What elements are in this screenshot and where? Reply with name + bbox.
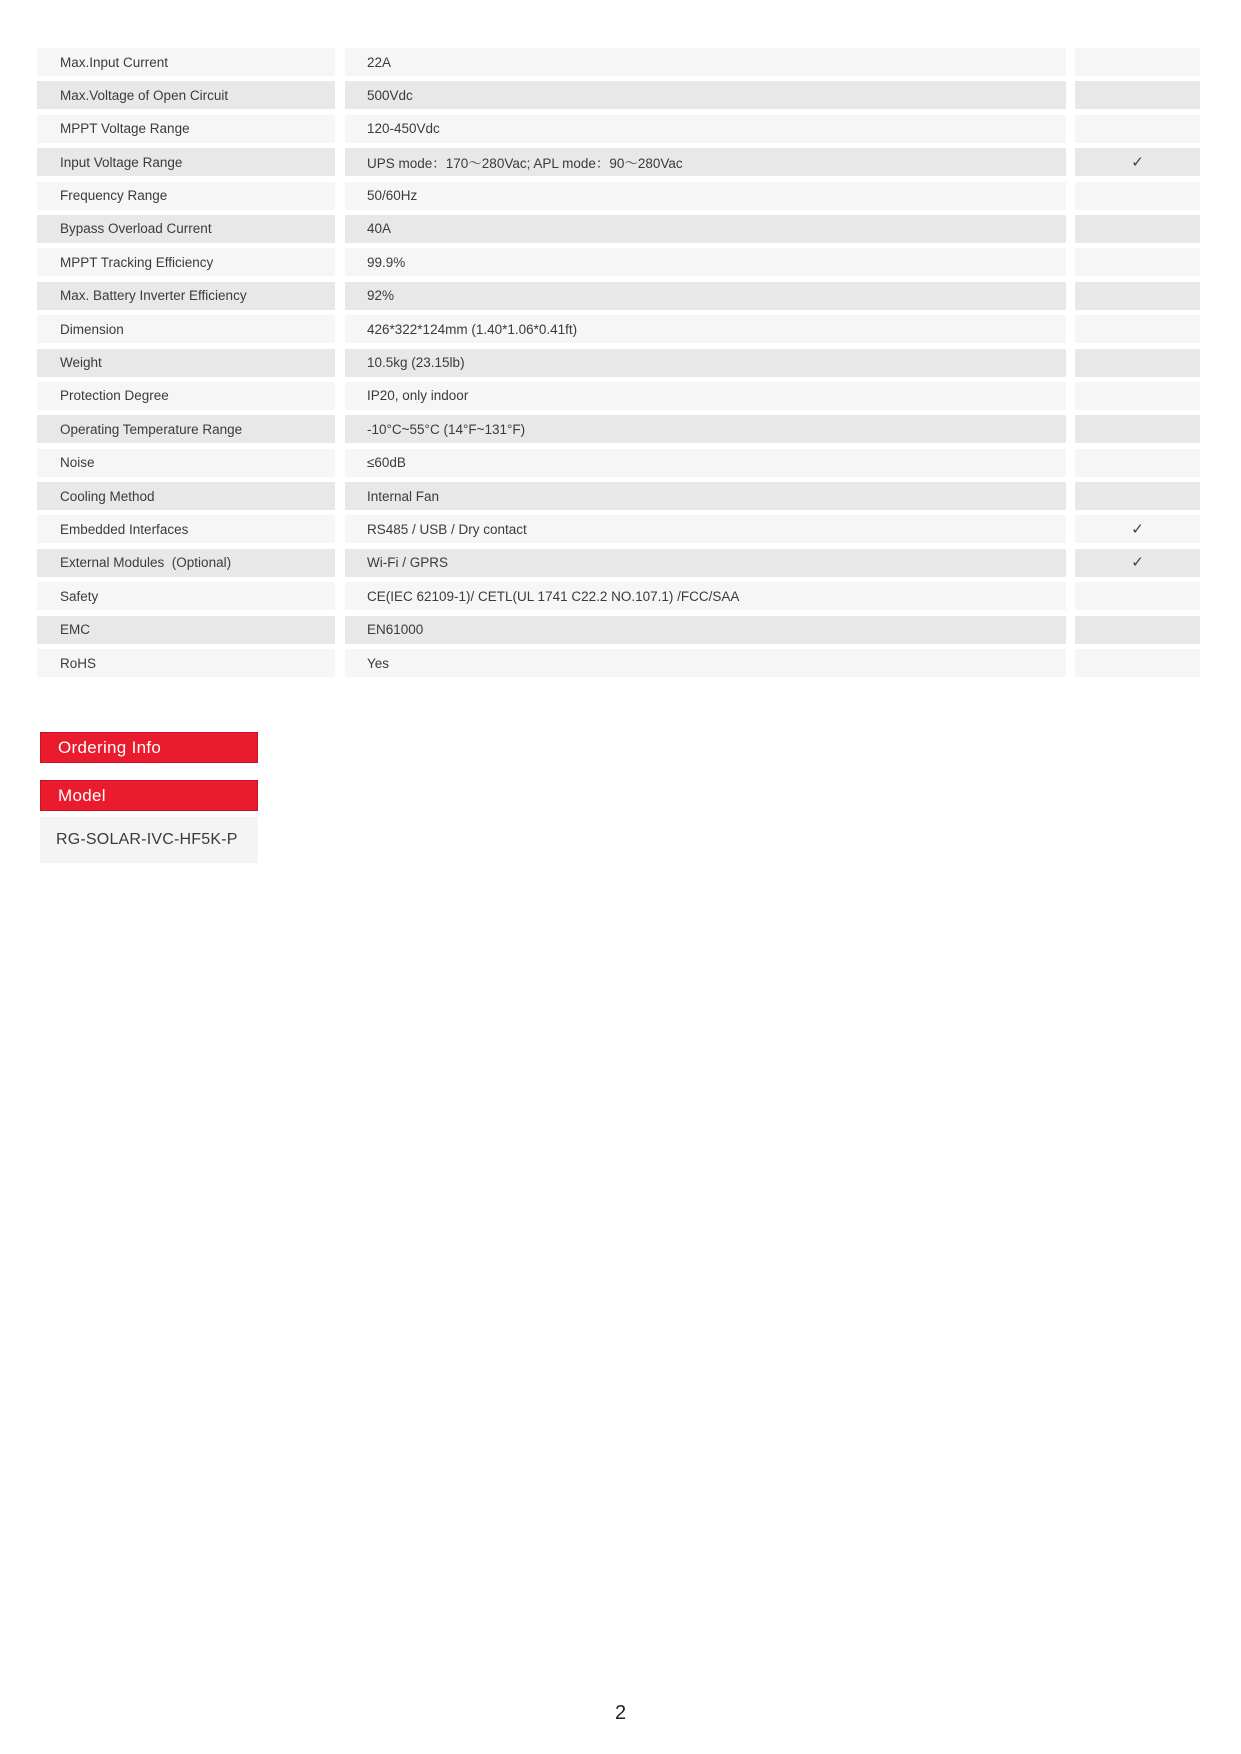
spec-value: Internal Fan <box>345 482 1066 510</box>
spec-check-cell <box>1075 349 1200 377</box>
spec-table <box>37 48 1200 682</box>
spec-value: 40A <box>345 215 1066 243</box>
spec-check-cell <box>1075 649 1200 677</box>
table-row <box>37 549 1200 577</box>
table-row <box>37 182 1200 210</box>
model-column-header: Model <box>40 780 258 811</box>
ordering-info-section-header: Ordering Info <box>40 732 258 763</box>
check-icon: ✓ <box>1131 152 1144 171</box>
spec-label: Dimension <box>37 315 335 343</box>
spec-check-cell <box>1075 282 1200 310</box>
spec-label: Input Voltage Range <box>37 148 335 176</box>
spec-check-cell <box>1075 148 1200 176</box>
table-row <box>37 81 1200 109</box>
spec-label: Operating Temperature Range <box>37 415 335 443</box>
spec-value: ≤60dB <box>345 449 1066 477</box>
table-row <box>37 215 1200 243</box>
table-row <box>37 148 1200 176</box>
page-number: 2 <box>614 1702 627 1724</box>
spec-value: 10.5kg (23.15lb) <box>345 349 1066 377</box>
spec-value: 120-450Vdc <box>345 115 1066 143</box>
spec-value: 22A <box>345 48 1066 76</box>
table-row <box>37 449 1200 477</box>
check-icon: ✓ <box>1131 519 1144 538</box>
spec-value: -10°C~55°C (14°F~131°F) <box>345 415 1066 443</box>
spec-label: Cooling Method <box>37 482 335 510</box>
spec-value: 426*322*124mm (1.40*1.06*0.41ft) <box>345 315 1066 343</box>
spec-check-cell <box>1075 616 1200 644</box>
spec-check-cell <box>1075 449 1200 477</box>
table-row <box>37 649 1200 677</box>
spec-check-cell <box>1075 48 1200 76</box>
table-row <box>37 582 1200 610</box>
spec-check-cell <box>1075 182 1200 210</box>
model-name: RG-SOLAR-IVC-HF5K-P <box>40 817 258 863</box>
spec-value: EN61000 <box>345 616 1066 644</box>
spec-check-cell <box>1075 415 1200 443</box>
spec-label: MPPT Tracking Efficiency <box>37 248 335 276</box>
spec-label: EMC <box>37 616 335 644</box>
table-row <box>37 282 1200 310</box>
spec-value: 500Vdc <box>345 81 1066 109</box>
spec-label: Noise <box>37 449 335 477</box>
spec-check-cell <box>1075 382 1200 410</box>
table-row <box>37 616 1200 644</box>
spec-label: Embedded Interfaces <box>37 515 335 543</box>
spec-value: RS485 / USB / Dry contact <box>345 515 1066 543</box>
spec-label: Max. Battery Inverter Efficiency <box>37 282 335 310</box>
spec-value: Wi-Fi / GPRS <box>345 549 1066 577</box>
spec-check-cell <box>1075 81 1200 109</box>
spec-check-cell <box>1075 248 1200 276</box>
spec-check-cell <box>1075 515 1200 543</box>
table-row <box>37 48 1200 76</box>
spec-check-cell <box>1075 115 1200 143</box>
table-row <box>37 315 1200 343</box>
spec-value: Yes <box>345 649 1066 677</box>
spec-value: 50/60Hz <box>345 182 1066 210</box>
spec-value: CE(IEC 62109-1)/ CETL(UL 1741 C22.2 NO.107.1) /FCC/SAA <box>345 582 1066 610</box>
spec-label: RoHS <box>37 649 335 677</box>
spec-check-cell <box>1075 549 1200 577</box>
spec-label: Max.Voltage of Open Circuit <box>37 81 335 109</box>
table-row <box>37 382 1200 410</box>
table-row <box>37 349 1200 377</box>
table-row <box>37 482 1200 510</box>
spec-label: Safety <box>37 582 335 610</box>
table-row <box>37 248 1200 276</box>
spec-label: Bypass Overload Current <box>37 215 335 243</box>
spec-check-cell <box>1075 215 1200 243</box>
spec-label: Protection Degree <box>37 382 335 410</box>
spec-label: External Modules (Optional) <box>37 549 335 577</box>
table-row <box>37 415 1200 443</box>
spec-label: MPPT Voltage Range <box>37 115 335 143</box>
spec-check-cell <box>1075 315 1200 343</box>
spec-label: Weight <box>37 349 335 377</box>
spec-value: 99.9% <box>345 248 1066 276</box>
table-row <box>37 515 1200 543</box>
check-icon: ✓ <box>1131 553 1144 572</box>
spec-value: IP20, only indoor <box>345 382 1066 410</box>
spec-label: Max.Input Current <box>37 48 335 76</box>
spec-check-cell <box>1075 482 1200 510</box>
table-row <box>37 115 1200 143</box>
spec-label: Frequency Range <box>37 182 335 210</box>
spec-value: UPS mode：170～280Vac; APL mode：90～280Vac <box>345 148 1066 176</box>
spec-value: 92% <box>345 282 1066 310</box>
spec-check-cell <box>1075 582 1200 610</box>
